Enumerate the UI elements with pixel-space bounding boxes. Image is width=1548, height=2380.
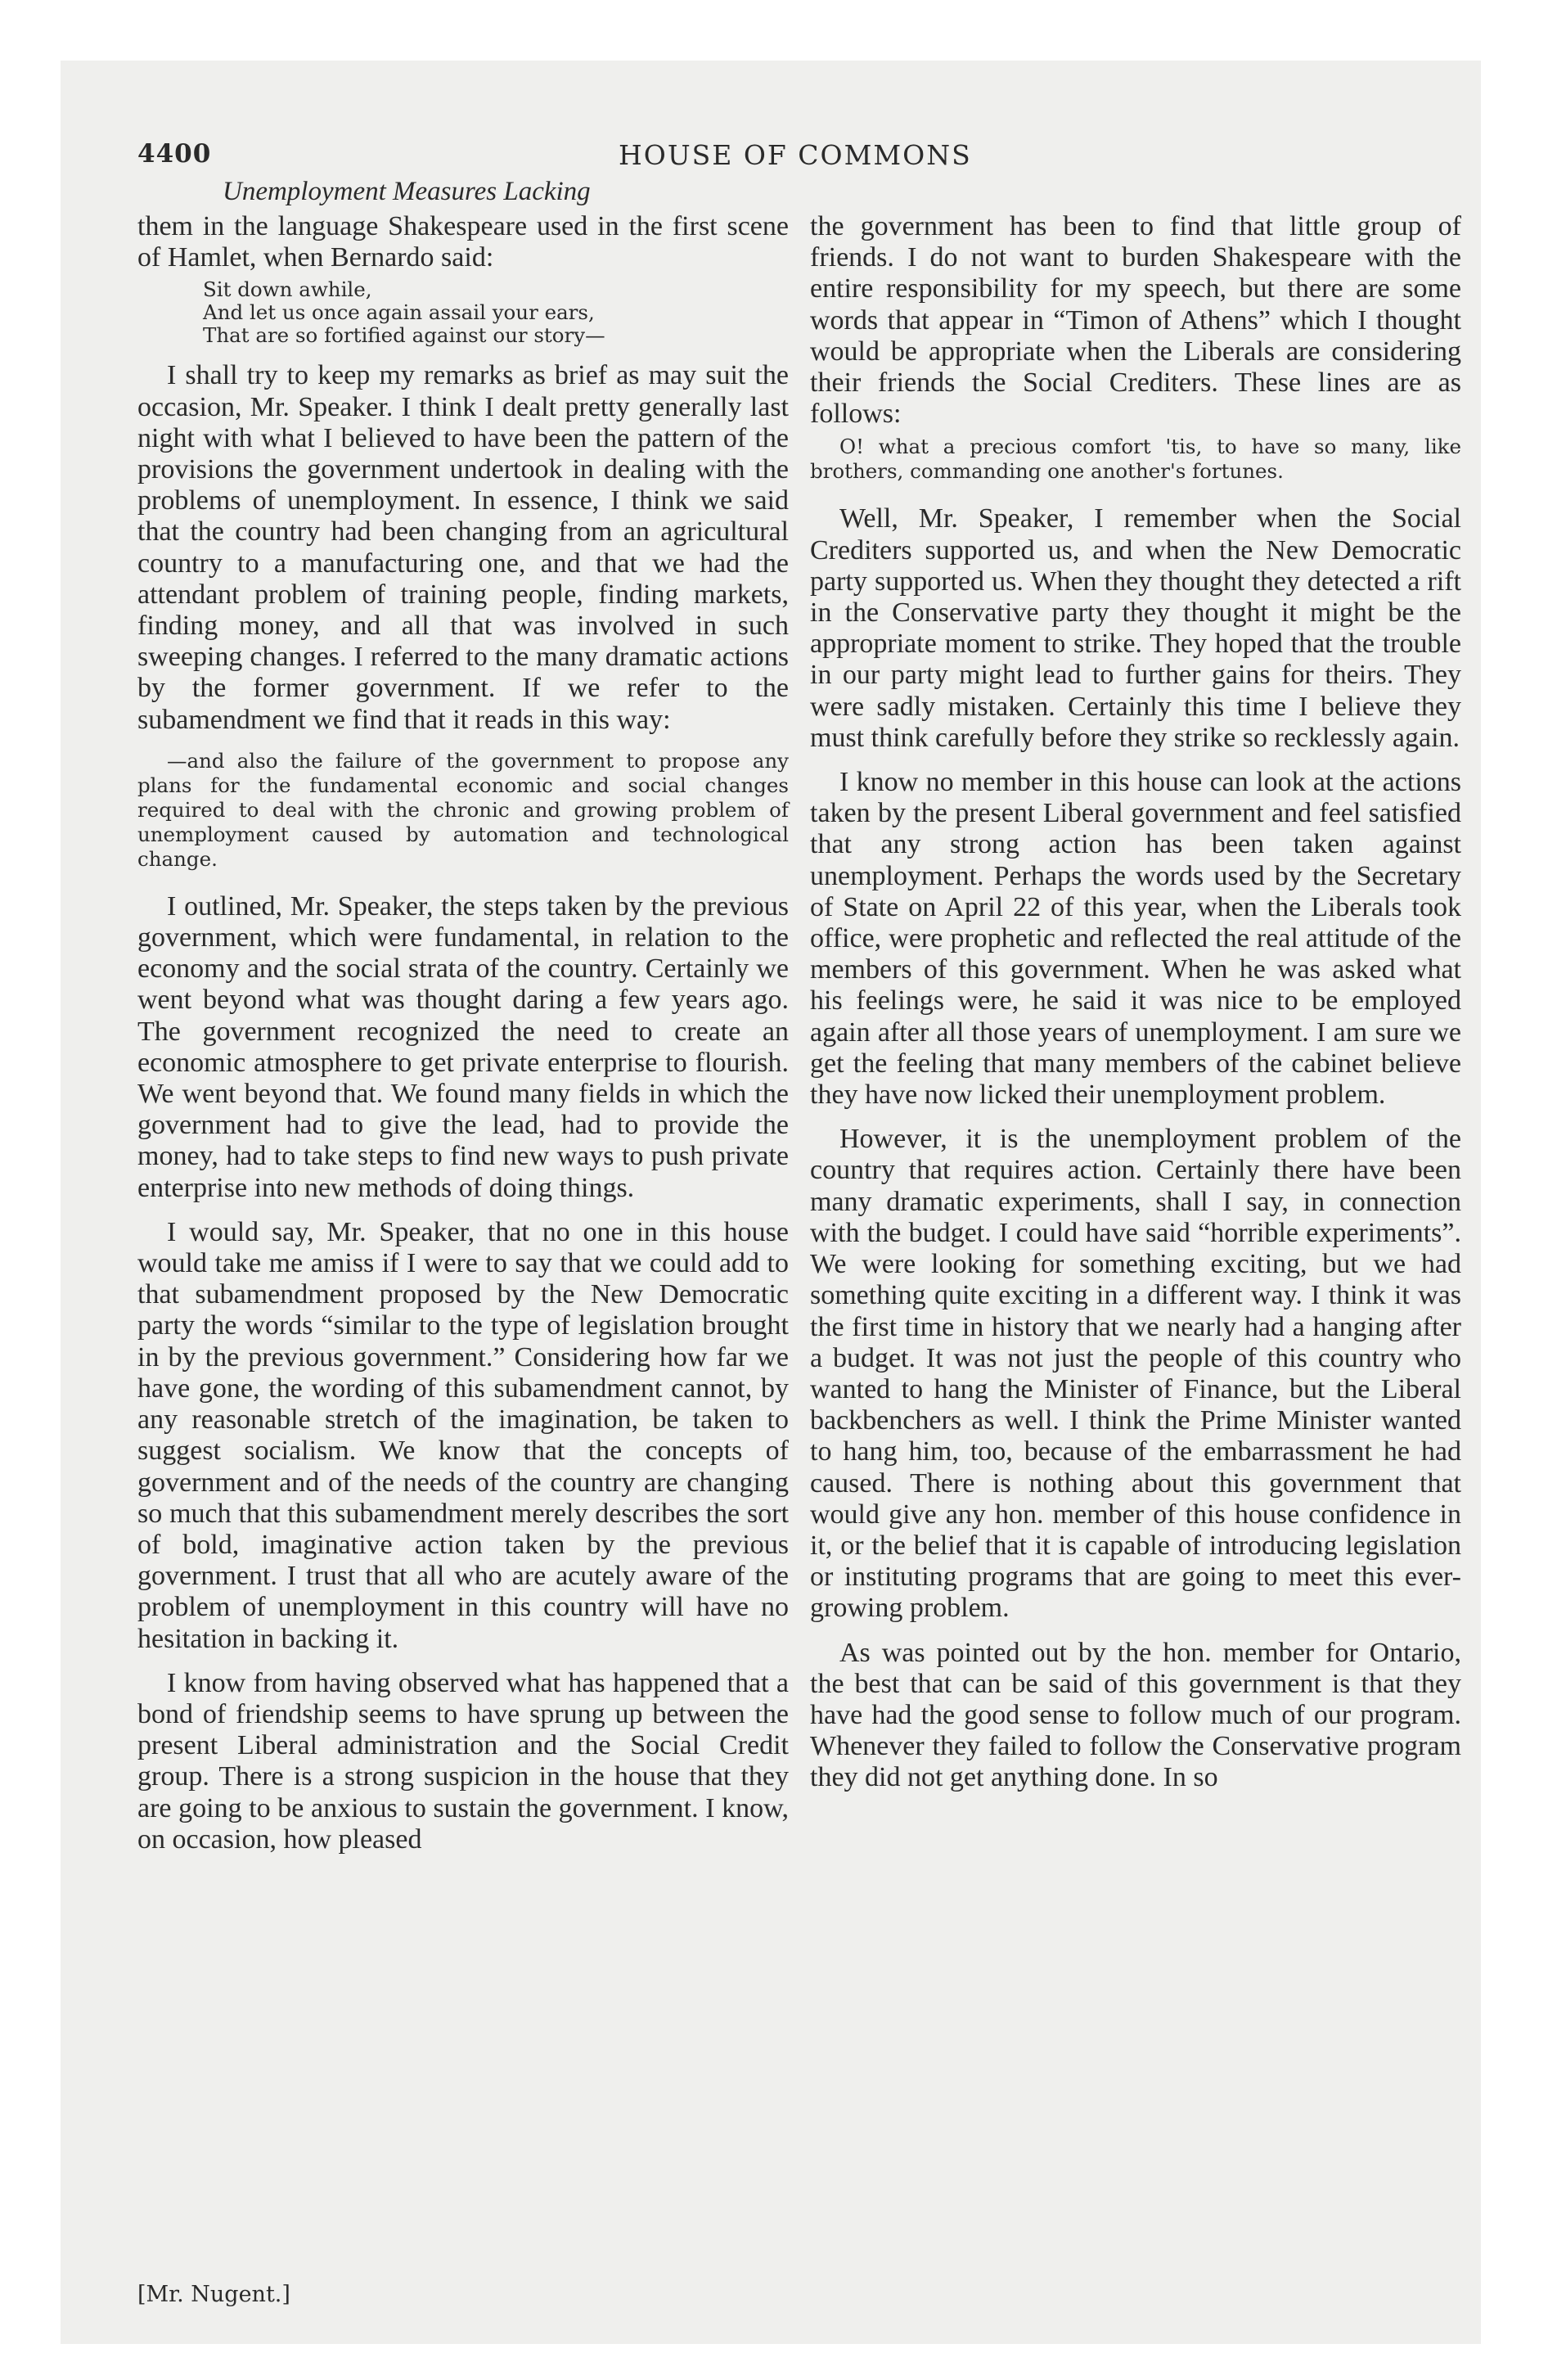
paragraph: them in the language Shakespeare used in the first scene of Hamlet, when Bernardo said: <box>137 211 789 273</box>
paragraph: I outlined, Mr. Speaker, the steps taken by the previous government, which were fundamental, in relation to the economy and the social strata of the country. Certainly we went beyond what was thought daring a few years ago. The government recognized the need to create an economic atmosphere to get private enterprise to flourish. We went beyond that. We found many fields in which the government had to give the lead, had to provide the money, had to take steps to find new ways to push private enterprise into new methods of doing things. <box>137 890 789 1203</box>
paragraph: the government has been to find that little group of friends. I do not want to burden Shakespeare with the entire responsibility for my speech, but there are some words that appear in “Timon of Athens” which I thought would be appropriate when the Liberals are considering their friends the Social Crediters. These lines are as follows: <box>810 211 1461 430</box>
block-quote: —and also the failure of the government to propose any plans for the fundamental economic and social changes required to deal with the chronic and growing problem of unemployment caused by automation and technological change. <box>137 748 789 871</box>
paragraph: However, it is the unemployment problem of the country that requires action. Certainly there have been many dramatic experiments, shall I say, in connection with the budget. I could have said “horrible experiments”. We were looking for something exciting, but we had something quite exciting in a different way. I think it was the first time in history that we nearly had a hanging after a budget. It was not just the people of this country who wanted to hang the Minister of Finance, but the Liberal backbenchers as well. I think the Prime Minister wanted to hang him, too, because of the embarrassment he had caused. There is nothing about this government that would give any hon. member of this house confidence in it, or the belief that it is capable of introducing legislation or instituting programs that are going to meet this ever-growing problem. <box>810 1124 1461 1624</box>
paragraph: I shall try to keep my remarks as brief as may suit the occasion, Mr. Speaker. I think I dealt pretty generally last night with what I believed to have been the pattern of the provisions the government undertook in dealing with the problems of unemployment. In essence, I think we said that the country had been changing from an agricultural country to a manufacturing one, and that we had the attendant problem of training people, finding markets, finding money, and all that was involved in such sweeping changes. I referred to the many dramatic actions by the former government. If we refer to the subamendment we find that it reads in this way: <box>137 360 789 735</box>
page-header: HOUSE OF COMMONS <box>619 139 972 171</box>
paragraph: I know from having observed what has happened that a bond of friendship seems to have sprung up between the present Liberal administration and the Social Credit group. There is a strong suspicion in the house that they are going to be anxious to sustain the government. I know, on occasion, how pleased <box>137 1667 789 1855</box>
left-column <box>137 211 789 1868</box>
block-quote: O! what a precious comfort 'tis, to have so many, like brothers, commanding one another's fortunes. <box>810 435 1461 484</box>
paragraph: As was pointed out by the hon. member for Ontario, the best that can be said of this government is that they have had the good sense to follow much of our program. Whenever they failed to follow the Conservative program they did not get anything done. In so <box>810 1637 1461 1793</box>
verse-line: That are so fortified against our story— <box>203 323 605 348</box>
page-number: 4400 <box>137 139 212 169</box>
paragraph: I would say, Mr. Speaker, that no one in this house would take me amiss if I were to say that we could add to that subamendment proposed by the New Democratic party the words “similar to the type of legislation brought in by the previous government.” Considering how far we have gone, the wording of this subamendment cannot, by any reasonable stretch of the imagination, be taken to suggest socialism. We know that the concepts of government and of the needs of the country are changing so much that this subamendment merely describes the sort of bold, imaginative action taken by the previous government. I trust that all who are acutely aware of the problem of unemployment in this country will have no hesitation in backing it. <box>137 1216 789 1654</box>
verse-line: Sit down awhile, <box>203 277 372 302</box>
paragraph: Well, Mr. Speaker, I remember when the Social Crediters supported us, and when the New Democratic party supported us. When they thought they detected a rift in the Conservative party they thought it might be the appropriate moment to strike. They hoped that the trouble in our party might lead to further gains for theirs. They were sadly mistaken. Certainly this time I believe they must think carefully before they strike so recklessly again. <box>810 503 1461 753</box>
paragraph: I know no member in this house can look at the actions taken by the present Liberal government and feel satisfied that any strong action has been taken against unemployment. Perhaps the words used by the Secretary of State on April 22 of this year, when the Liberals took office, were prophetic and reflected the real attitude of the members of this government. When he was asked what his feelings were, he said it was nice to be employed again after all those years of unemployment. I am sure we get the feeling that many members of the cabinet believe they have now licked their unemployment problem. <box>810 767 1461 1111</box>
verse-line: And let us once again assail your ears, <box>203 300 595 325</box>
verse-quote <box>203 278 789 347</box>
right-column <box>810 211 1461 1807</box>
page-subject: Unemployment Measures Lacking <box>223 177 591 206</box>
speaker-attribution: [Mr. Nugent.] <box>137 2282 290 2307</box>
